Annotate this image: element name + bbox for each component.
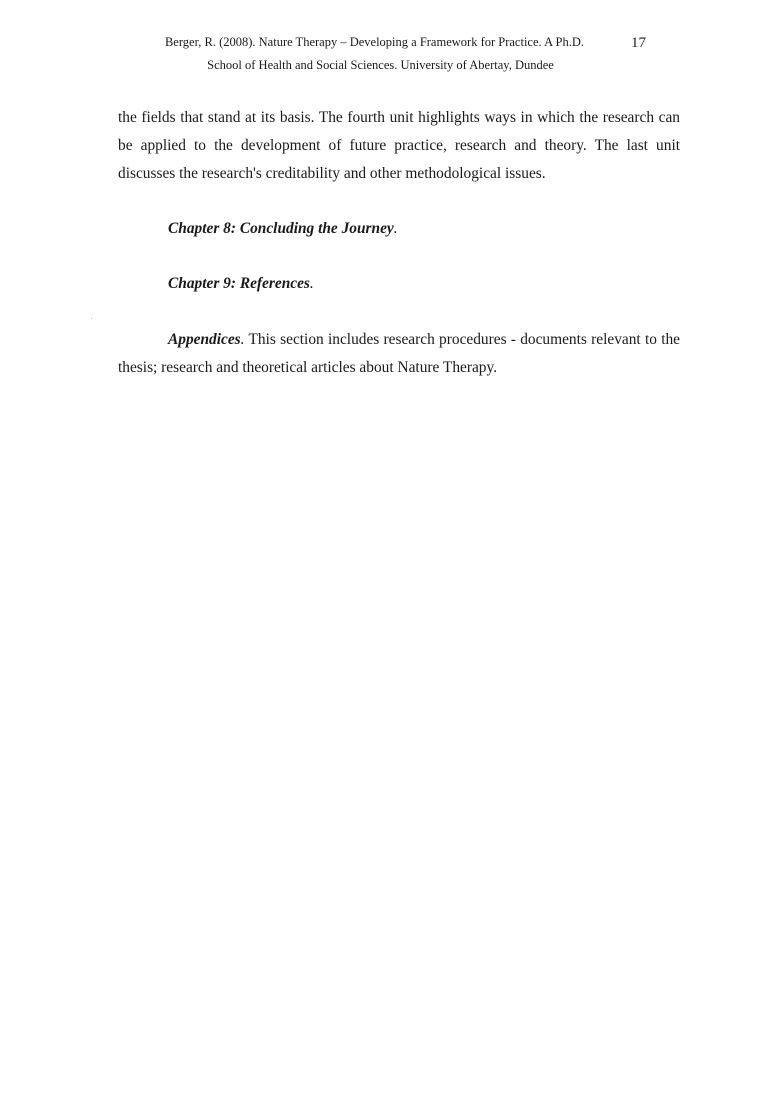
header-citation-line: Berger, R. (2008). Nature Therapy – Developing a Framework for Practice. A Ph.D. — [164, 35, 585, 49]
running-header — [0, 34, 761, 80]
chapter-9-punct: . — [309, 275, 314, 292]
chapter-8-title: Chapter 8: Concluding the Journey — [168, 220, 394, 237]
paragraph-text: the fields that stand at its basis. The fourth unit highlights ways in which the research can be applied to the development of future practice, research and theory. The last unit discusses the research's creditability and other methodological issues. — [118, 109, 680, 182]
scan-speck — [91, 318, 92, 319]
chapter-9-heading — [168, 272, 314, 296]
appendices-punct: . — [240, 331, 245, 348]
chapter-8-punct: . — [393, 220, 398, 237]
appendices-paragraph-text — [118, 326, 680, 382]
body-paragraph — [118, 104, 680, 188]
appendices-paragraph — [118, 326, 680, 382]
header-institution-line: School of Health and Social Sciences. University of Abertay, Dundee — [207, 58, 554, 72]
chapter-8-heading — [168, 217, 398, 241]
page-number: 17 — [631, 35, 646, 51]
chapter-9-title: Chapter 9: References — [168, 275, 310, 292]
appendices-title: Appendices — [168, 331, 241, 348]
appendices-text: This section includes research procedures - documents relevant to the thesis; research and theoretical articles about Nature Therapy. — [118, 331, 680, 376]
